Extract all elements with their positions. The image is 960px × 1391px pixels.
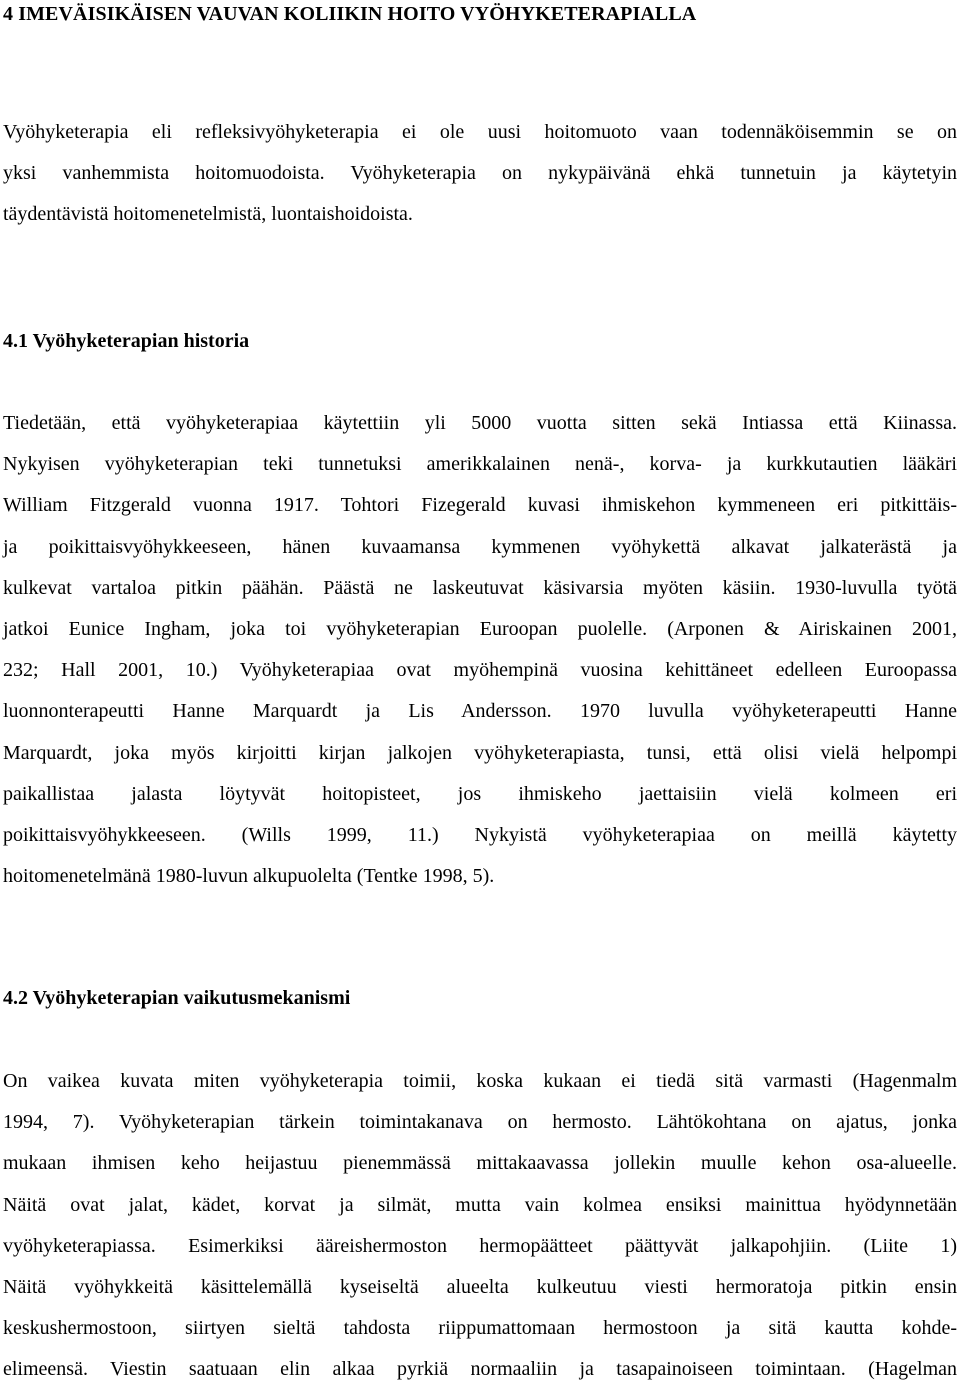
paragraph-line: Tiedetään, että vyöhyketerapiaa käytettiin yli 5000 vuotta sitten sekä Intiassa että Kiinassa. xyxy=(3,412,957,434)
paragraph-line: kulkevat vartaloa pitkin päähän. Päästä ne laskeutuvat käsivarsia myöten käsiin. 1930-luvulla työtä xyxy=(3,576,957,599)
paragraph-line: Marquardt, joka myös kirjoitti kirjan jalkojen vyöhyketerapiasta, tunsi, että olisi vielä helpompi xyxy=(3,741,957,764)
paragraph-line: Nykyisen vyöhyketerapian teki tunnetuksi amerikkalainen nenä-, korva- ja kurkkutautien lääkäri xyxy=(3,453,957,476)
paragraph-line: Näitä vyöhykkeitä käsittelemällä kyseiseltä alueelta kulkeutuu viesti hermoratoja pitkin ensin xyxy=(3,1276,957,1299)
paragraph-line: jatkoi Eunice Ingham, joka toi vyöhyketerapian Euroopan puolelle. (Arponen & Airiskainen 2001, xyxy=(3,618,957,641)
paragraph-line: ja poikittaisvyöhykkeeseen, hänen kuvaamansa kymmenen vyöhykettä alkavat jalkaterästä ja xyxy=(3,535,957,558)
intro-line: täydentävistä hoitomenetelmistä, luontaishoidoista. xyxy=(3,203,413,226)
intro-paragraph xyxy=(3,112,957,236)
section-4-2-paragraph xyxy=(3,1061,957,1391)
intro-line: yksi vanhemmista hoitomuodoista. Vyöhyketerapia on nykypäivänä ehkä tunnetuin ja käytetyin xyxy=(3,162,957,185)
paragraph-line: 1994, 7). Vyöhyketerapian tärkein toimintakanava on hermosto. Lähtökohtana on ajatus, jonka xyxy=(3,1111,957,1134)
paragraph-line: On vaikea kuvata miten vyöhyketerapia toimii, koska kukaan ei tiedä sitä varmasti (Hagenmalm xyxy=(3,1070,957,1092)
paragraph-line: elimeensä. Viestin saatuaan elin alkaa pyrkiä normaaliin ja tasapainoiseen toimintaan. (Hagelman xyxy=(3,1358,957,1381)
paragraph-line: hoitomenetelmänä 1980-luvun alkupuolelta (Tentke 1998, 5). xyxy=(3,865,495,888)
section-4-1-paragraph xyxy=(3,403,957,897)
paragraph-line: mukaan ihmisen keho heijastuu pienemmässä mittakaavassa jollekin muulle kehon osa-alueelle. xyxy=(3,1152,957,1175)
paragraph-line: paikallistaa jalasta löytyvät hoitopisteet, jos ihmiskeho jaettaisiin vielä kolmeen eri xyxy=(3,782,957,805)
paragraph-line: luonnonterapeutti Hanne Marquardt ja Lis Andersson. 1970 luvulla vyöhyketerapeutti Hanne xyxy=(3,700,957,723)
paragraph-line: Näitä ovat jalat, kädet, korvat ja silmät, mutta vain kolmea ensiksi mainittua hyödynnetään xyxy=(3,1193,957,1216)
section-heading-4-1: 4.1 Vyöhyketerapian historia xyxy=(3,330,250,352)
section-heading-4-2: 4.2 Vyöhyketerapian vaikutusmekanismi xyxy=(3,987,351,1009)
paragraph-line: 232; Hall 2001, 10.) Vyöhyketerapiaa ovat myöhempinä vuosina kehittäneet edelleen Euroopassa xyxy=(3,659,957,682)
paragraph-line: keskushermostoon, siirtyen sieltä tahdosta riippumattomaan hermostoon ja sitä kautta kohde- xyxy=(3,1317,957,1340)
chapter-heading: 4 IMEVÄISIKÄISEN VAUVAN KOLIIKIN HOITO VYÖHYKETERAPIALLA xyxy=(3,3,697,25)
paragraph-line: vyöhyketerapiassa. Esimerkiksi ääreishermoston hermopäätteet päättyvät jalkapohjiin. (Liite 1) xyxy=(3,1234,957,1257)
paragraph-line: William Fitzgerald vuonna 1917. Tohtori Fizegerald kuvasi ihmiskehon kymmeneen eri pitkittäis- xyxy=(3,494,957,517)
paragraph-line: poikittaisvyöhykkeeseen. (Wills 1999, 11.) Nykyistä vyöhyketerapiaa on meillä käytetty xyxy=(3,824,957,847)
intro-line: Vyöhyketerapia eli refleksivyöhyketerapia ei ole uusi hoitomuoto vaan todennäköisemmin se on xyxy=(3,121,957,143)
